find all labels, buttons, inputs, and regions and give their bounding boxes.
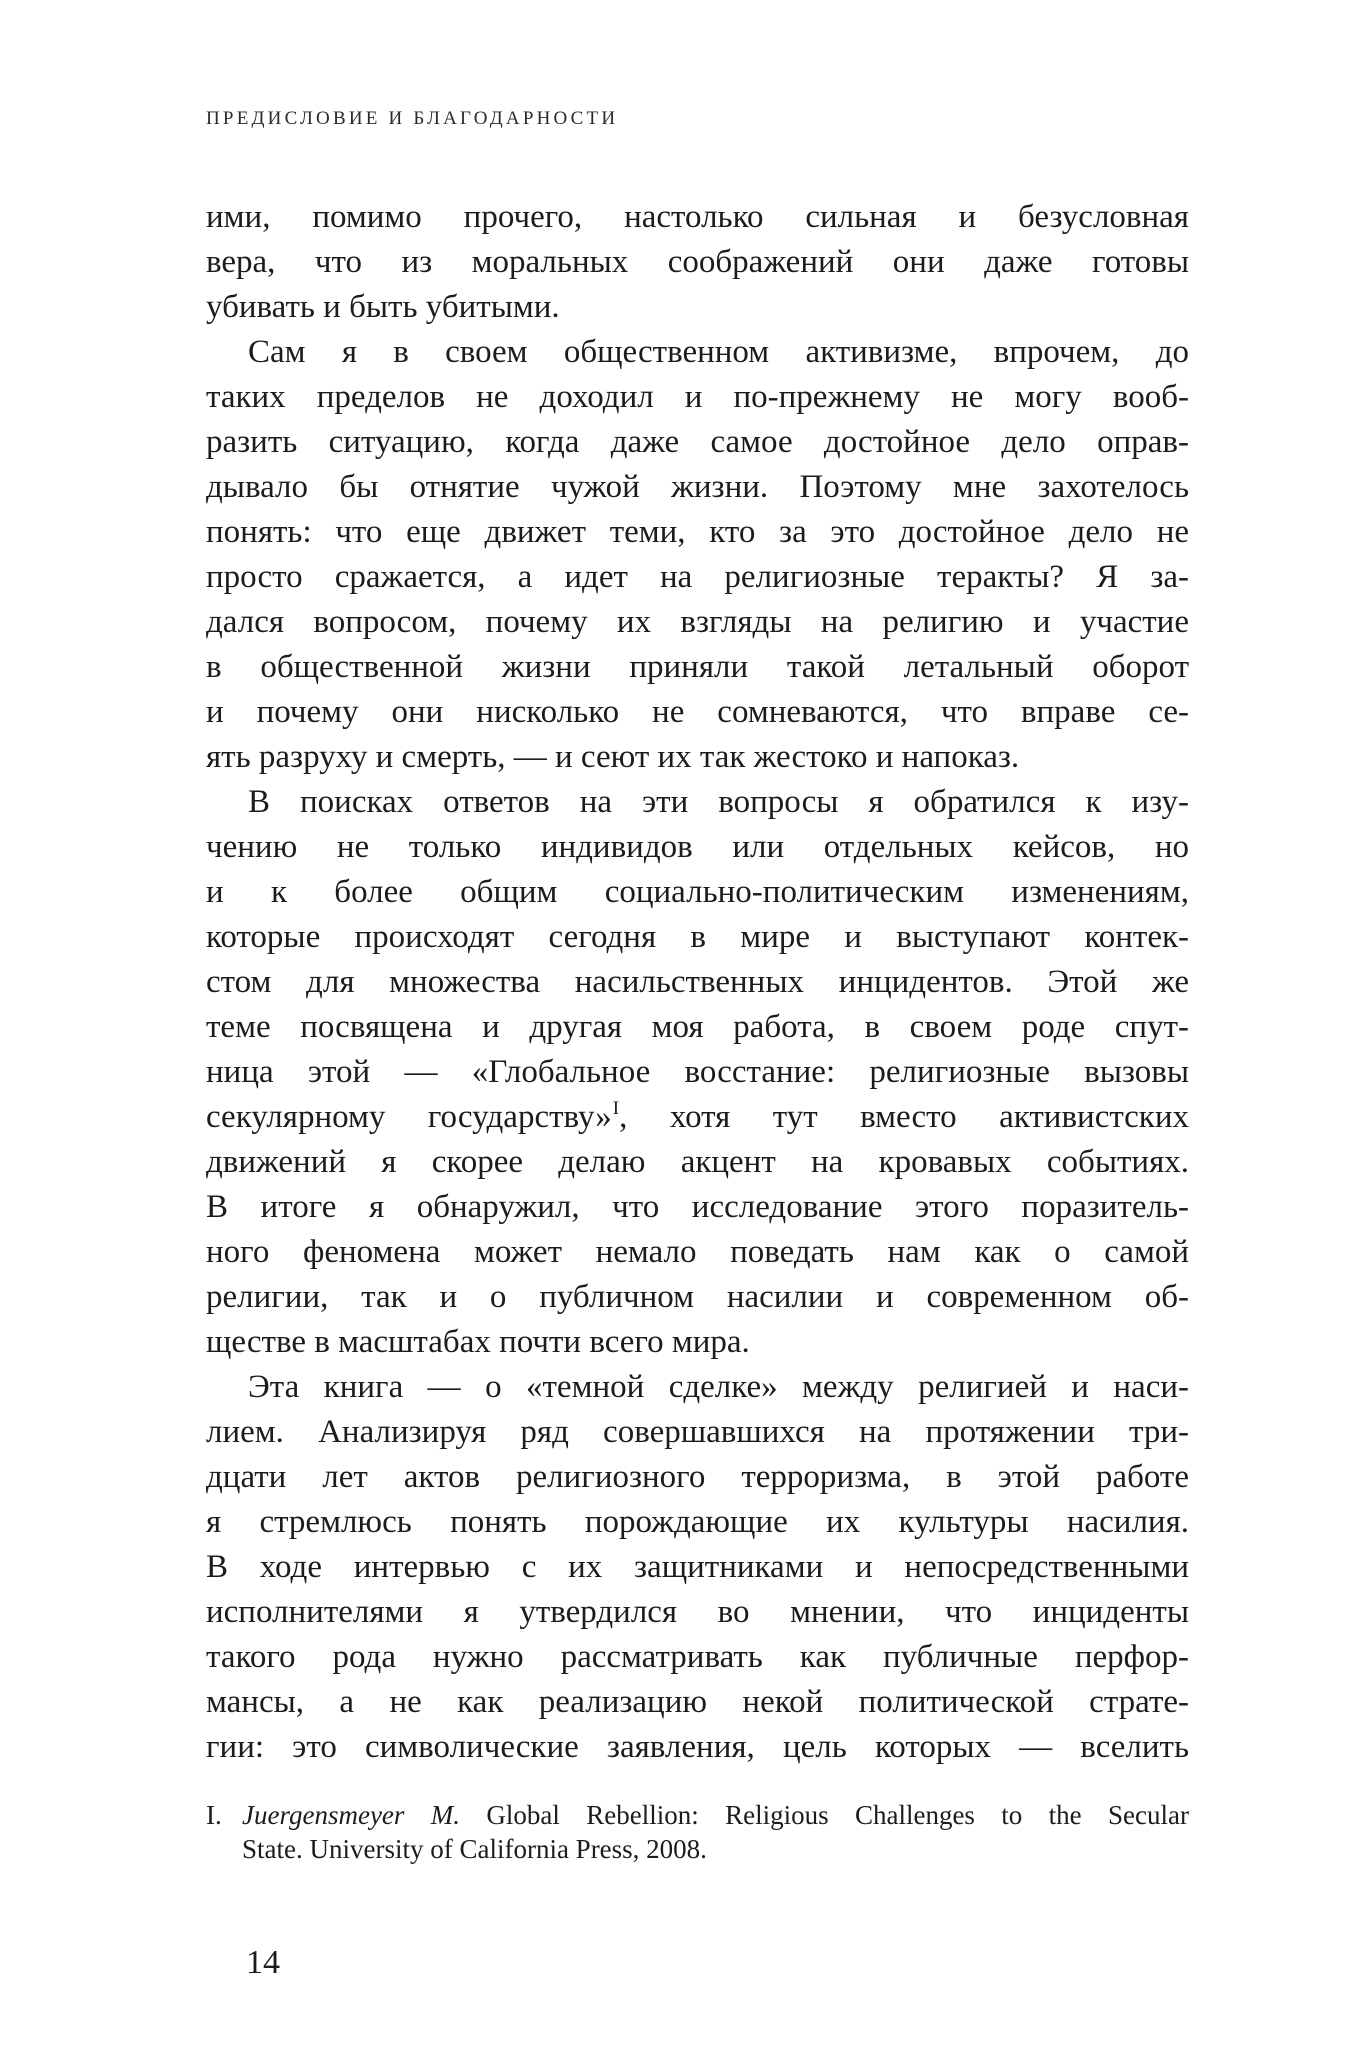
- text-line-content: разить ситуацию, когда даже самое достойное дело оправ-: [206, 424, 1189, 460]
- text-line-content: лием. Анализируя ряд совершавшихся на протяжении три-: [206, 1414, 1189, 1450]
- text-line: [206, 1545, 1189, 1590]
- text-line: [206, 780, 1189, 825]
- text-line-content: ять разруху и смерть, — и сеют их так жестоко и напоказ.: [206, 739, 1020, 775]
- text-line-content: дывало бы отнятие чужой жизни. Поэтому мне захотелось: [206, 469, 1189, 505]
- running-head: ПРЕДИСЛОВИЕ И БЛАГОДАРНОСТИ: [206, 108, 619, 129]
- text-line-content: стом для множества насильственных инцидентов. Этой же: [206, 964, 1189, 1000]
- text-line: [206, 1725, 1189, 1770]
- text-line: [206, 600, 1189, 645]
- text-line: [206, 1500, 1189, 1545]
- text-line: [206, 870, 1189, 915]
- text-line: [206, 1095, 1189, 1140]
- text-line-content: и к более общим социально-политическим изменениям,: [206, 874, 1189, 910]
- text-line: [206, 330, 1189, 375]
- text-line-content: дался вопросом, почему их взгляды на религию и участие: [206, 604, 1189, 640]
- text-line-content: религии, так и о публичном насилии и современном об-: [206, 1279, 1189, 1315]
- text-line: [206, 465, 1189, 510]
- text-line: [206, 825, 1189, 870]
- text-line: [206, 1365, 1189, 1410]
- text-line: [206, 240, 1189, 285]
- text-line-content: я стремлюсь понять порождающие их культуры насилия.: [206, 1504, 1189, 1540]
- text-line: [206, 1140, 1189, 1185]
- text-line: [206, 1185, 1189, 1230]
- text-line: [206, 285, 1189, 330]
- text-line-content: и почему они нисколько не сомневаются, что вправе се-: [206, 694, 1189, 730]
- text-line-content: ществе в масштабах почти всего мира.: [206, 1324, 750, 1360]
- text-line-content: такого рода нужно рассматривать как публичные перфор-: [206, 1639, 1189, 1675]
- text-line: [206, 645, 1189, 690]
- text-line: [206, 555, 1189, 600]
- text-line: [206, 1320, 1189, 1365]
- text-line-content: В итоге я обнаружил, что исследование этого поразитель-: [206, 1189, 1189, 1225]
- text-line: [206, 510, 1189, 555]
- text-line: [206, 1230, 1189, 1275]
- text-line: [206, 1050, 1189, 1095]
- text-line-content: движений я скорее делаю акцент на кровавых событиях.: [206, 1144, 1189, 1180]
- text-line-content: гии: это символические заявления, цель которых — вселить: [206, 1729, 1189, 1765]
- footnote-reference[interactable]: I: [612, 1098, 620, 1119]
- page-number: 14: [246, 1944, 280, 1981]
- footnote-line-1: [206, 1798, 1189, 1832]
- text-line-content: убивать и быть убитыми.: [206, 289, 560, 325]
- text-line-content: вера, что из моральных соображений они даже готовы: [206, 244, 1189, 280]
- text-line: [206, 1635, 1189, 1680]
- footnote-author: Juergensmeyer M.: [242, 1800, 461, 1830]
- text-line-content: чению не только индивидов или отдельных кейсов, но: [206, 829, 1189, 865]
- text-line: [206, 1005, 1189, 1050]
- footnote-number: I.: [206, 1800, 222, 1830]
- text-line-suffix: , хотя тут вместо активистских: [619, 1099, 1189, 1135]
- text-line-content: дцати лет актов религиозного терроризма, в этой работе: [206, 1459, 1189, 1495]
- text-line-content: мансы, а не как реализацию некой политической страте-: [206, 1684, 1189, 1720]
- text-line-content: ного феномена может немало поведать нам как о самой: [206, 1234, 1189, 1270]
- text-line: [206, 420, 1189, 465]
- text-line-content: Эта книга — о «темной сделке» между религией и наси-: [248, 1369, 1189, 1405]
- text-line-content: секулярному государству»: [206, 1099, 612, 1135]
- text-line: [206, 690, 1189, 735]
- footnote-title: Global Rebellion: Religious Challenges to the Secular: [460, 1800, 1189, 1830]
- text-line-content: В ходе интервью с их защитниками и непосредственными: [206, 1549, 1189, 1585]
- footnote-line-2: State. University of California Press, 2008.: [242, 1834, 707, 1864]
- text-line: [206, 375, 1189, 420]
- text-line-content: теме посвящена и другая моя работа, в своем роде спут-: [206, 1009, 1189, 1045]
- text-line: [206, 1680, 1189, 1725]
- text-line-content: ница этой — «Глобальное восстание: религиозные вызовы: [206, 1054, 1189, 1090]
- text-line: [206, 1455, 1189, 1500]
- text-line-content: просто сражается, а идет на религиозные теракты? Я за-: [206, 559, 1189, 595]
- text-line-content: понять: что еще движет теми, кто за это достойное дело не: [206, 514, 1189, 550]
- text-line-content: в общественной жизни приняли такой летальный оборот: [206, 649, 1189, 685]
- text-line-content: ими, помимо прочего, настолько сильная и безусловная: [206, 199, 1189, 235]
- text-line: [206, 735, 1189, 780]
- text-line-content: таких пределов не доходил и по-прежнему не могу вооб-: [206, 379, 1189, 415]
- footnote: [206, 1798, 1189, 1866]
- text-line-content: В поисках ответов на эти вопросы я обратился к изу-: [248, 784, 1189, 820]
- text-line: [206, 195, 1189, 240]
- text-line: [206, 915, 1189, 960]
- text-line: [206, 1410, 1189, 1455]
- text-line: [206, 1275, 1189, 1320]
- text-line: [206, 1590, 1189, 1635]
- body-text: [206, 195, 1189, 1770]
- text-line: [206, 960, 1189, 1005]
- text-line-content: которые происходят сегодня в мире и выступают контек-: [206, 919, 1189, 955]
- text-line-content: Сам я в своем общественном активизме, впрочем, до: [248, 334, 1189, 370]
- text-line-content: исполнителями я утвердился во мнении, что инциденты: [206, 1594, 1189, 1630]
